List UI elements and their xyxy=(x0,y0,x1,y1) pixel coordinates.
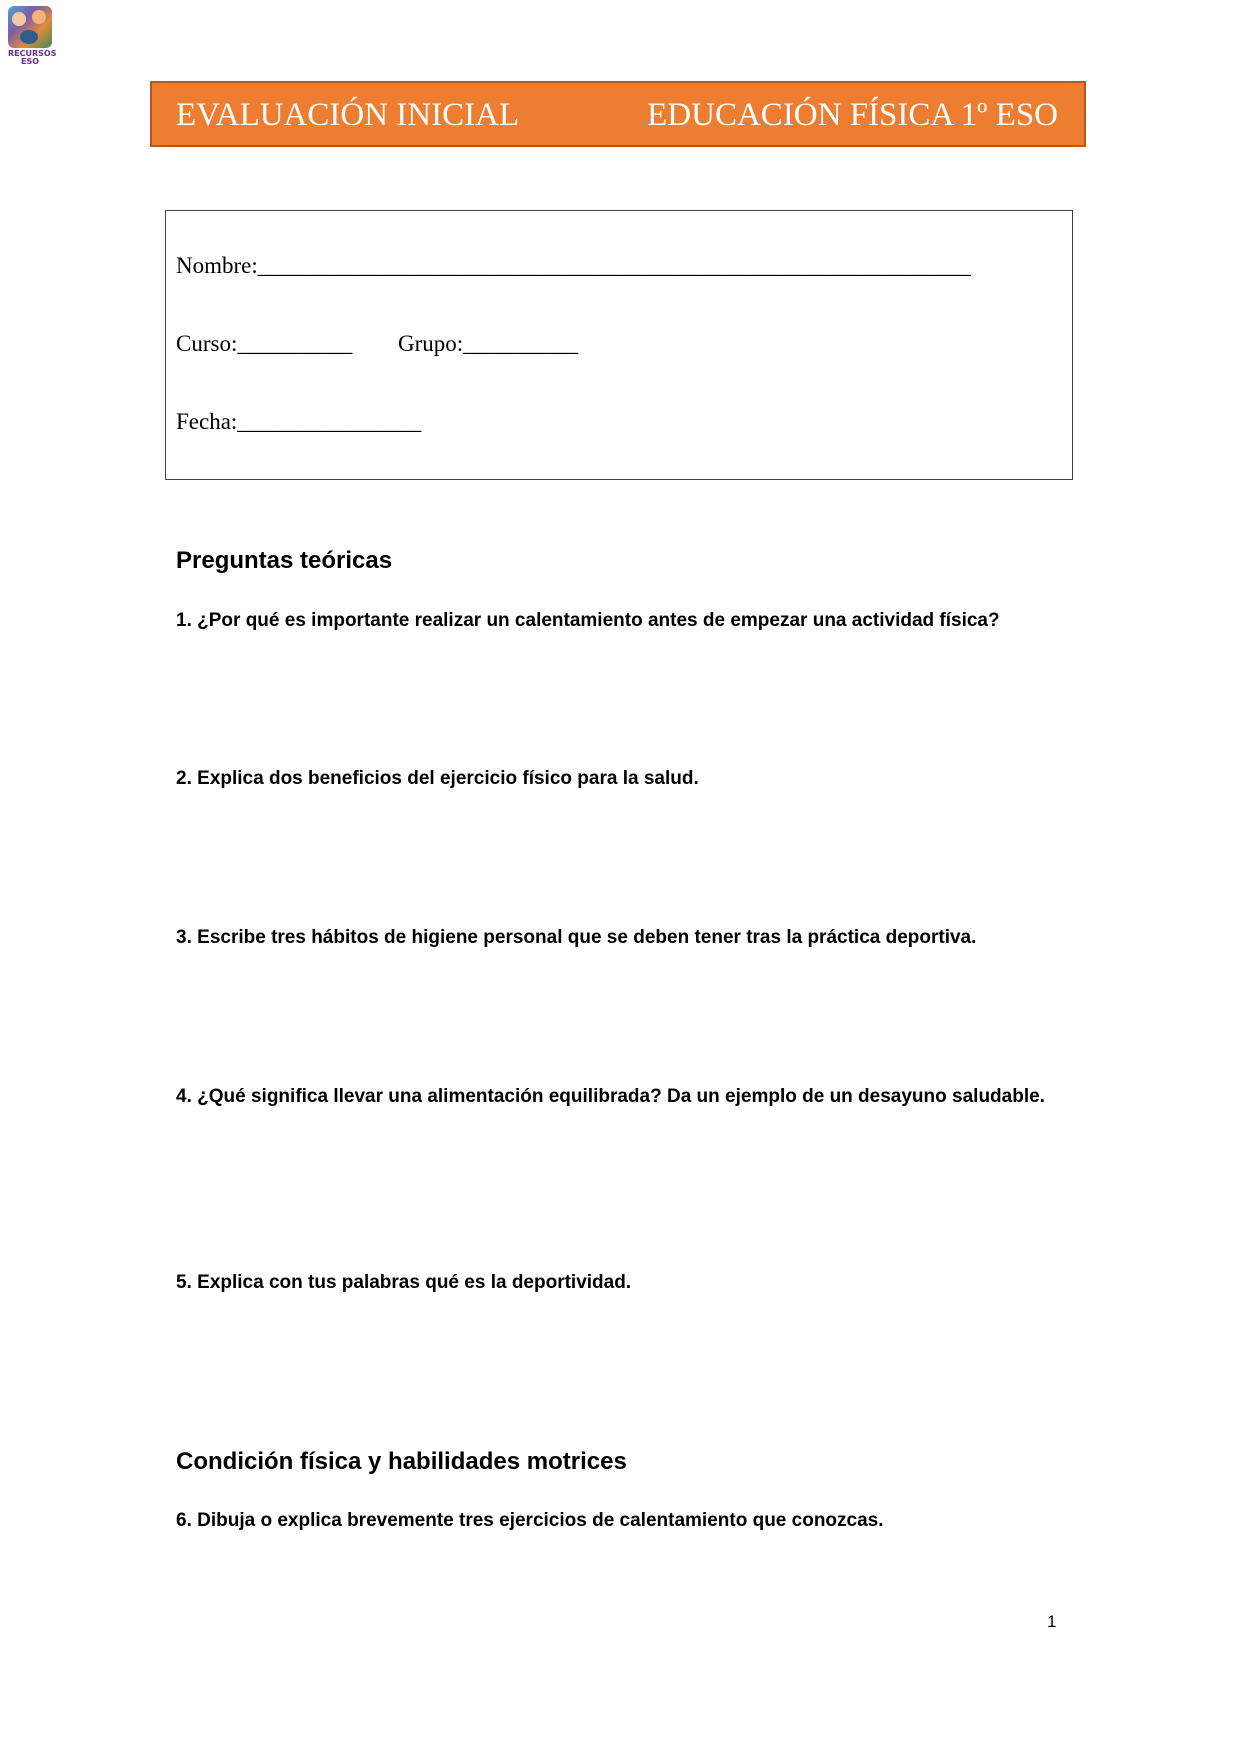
header-title-evaluacion: EVALUACIÓN INICIAL xyxy=(176,97,520,133)
question-number: 1. xyxy=(176,610,192,631)
curso-field[interactable]: Curso:__________ xyxy=(176,331,353,356)
logo xyxy=(8,6,57,66)
nombre-field[interactable]: Nombre:______________________________________________________________ xyxy=(176,253,971,278)
header-title-asignatura: EDUCACIÓN FÍSICA 1º ESO xyxy=(647,97,1058,133)
question-4 xyxy=(176,1080,1060,1113)
question-6 xyxy=(176,1504,1060,1537)
recursos-eso-logo-icon xyxy=(8,6,52,48)
question-text: ¿Por qué es importante realizar un calentamiento antes de empezar una actividad física? xyxy=(197,610,1000,631)
question-1 xyxy=(176,604,1060,637)
question-text: Explica con tus palabras qué es la deportividad. xyxy=(197,1272,632,1293)
question-number: 4. xyxy=(176,1086,192,1107)
question-number: 5. xyxy=(176,1272,192,1293)
logo-text: RECURSOS ESO xyxy=(8,49,57,66)
question-number: 6. xyxy=(176,1510,192,1531)
question-text: Escribe tres hábitos de higiene personal que se deben tener tras la práctica deportiva. xyxy=(197,927,977,948)
question-text: ¿Qué significa llevar una alimentación equilibrada? Da un ejemplo de un desayuno saludable. xyxy=(197,1086,1045,1107)
student-info-box xyxy=(165,210,1073,480)
question-5 xyxy=(176,1266,1060,1299)
section-title-preguntas-teoricas: Preguntas teóricas xyxy=(176,547,393,574)
grupo-field[interactable]: Grupo:__________ xyxy=(398,331,579,356)
section-title-condicion-fisica: Condición física y habilidades motrices xyxy=(176,1448,627,1475)
header-banner xyxy=(150,81,1086,147)
question-3 xyxy=(176,921,1060,954)
question-2 xyxy=(176,762,1060,795)
fecha-field[interactable]: Fecha:________________ xyxy=(176,409,422,434)
question-text: Dibuja o explica brevemente tres ejercicios de calentamiento que conozcas. xyxy=(197,1510,884,1531)
page-number: 1 xyxy=(1047,1612,1057,1631)
question-number: 3. xyxy=(176,927,192,948)
question-text: Explica dos beneficios del ejercicio físico para la salud. xyxy=(197,768,699,789)
question-number: 2. xyxy=(176,768,192,789)
